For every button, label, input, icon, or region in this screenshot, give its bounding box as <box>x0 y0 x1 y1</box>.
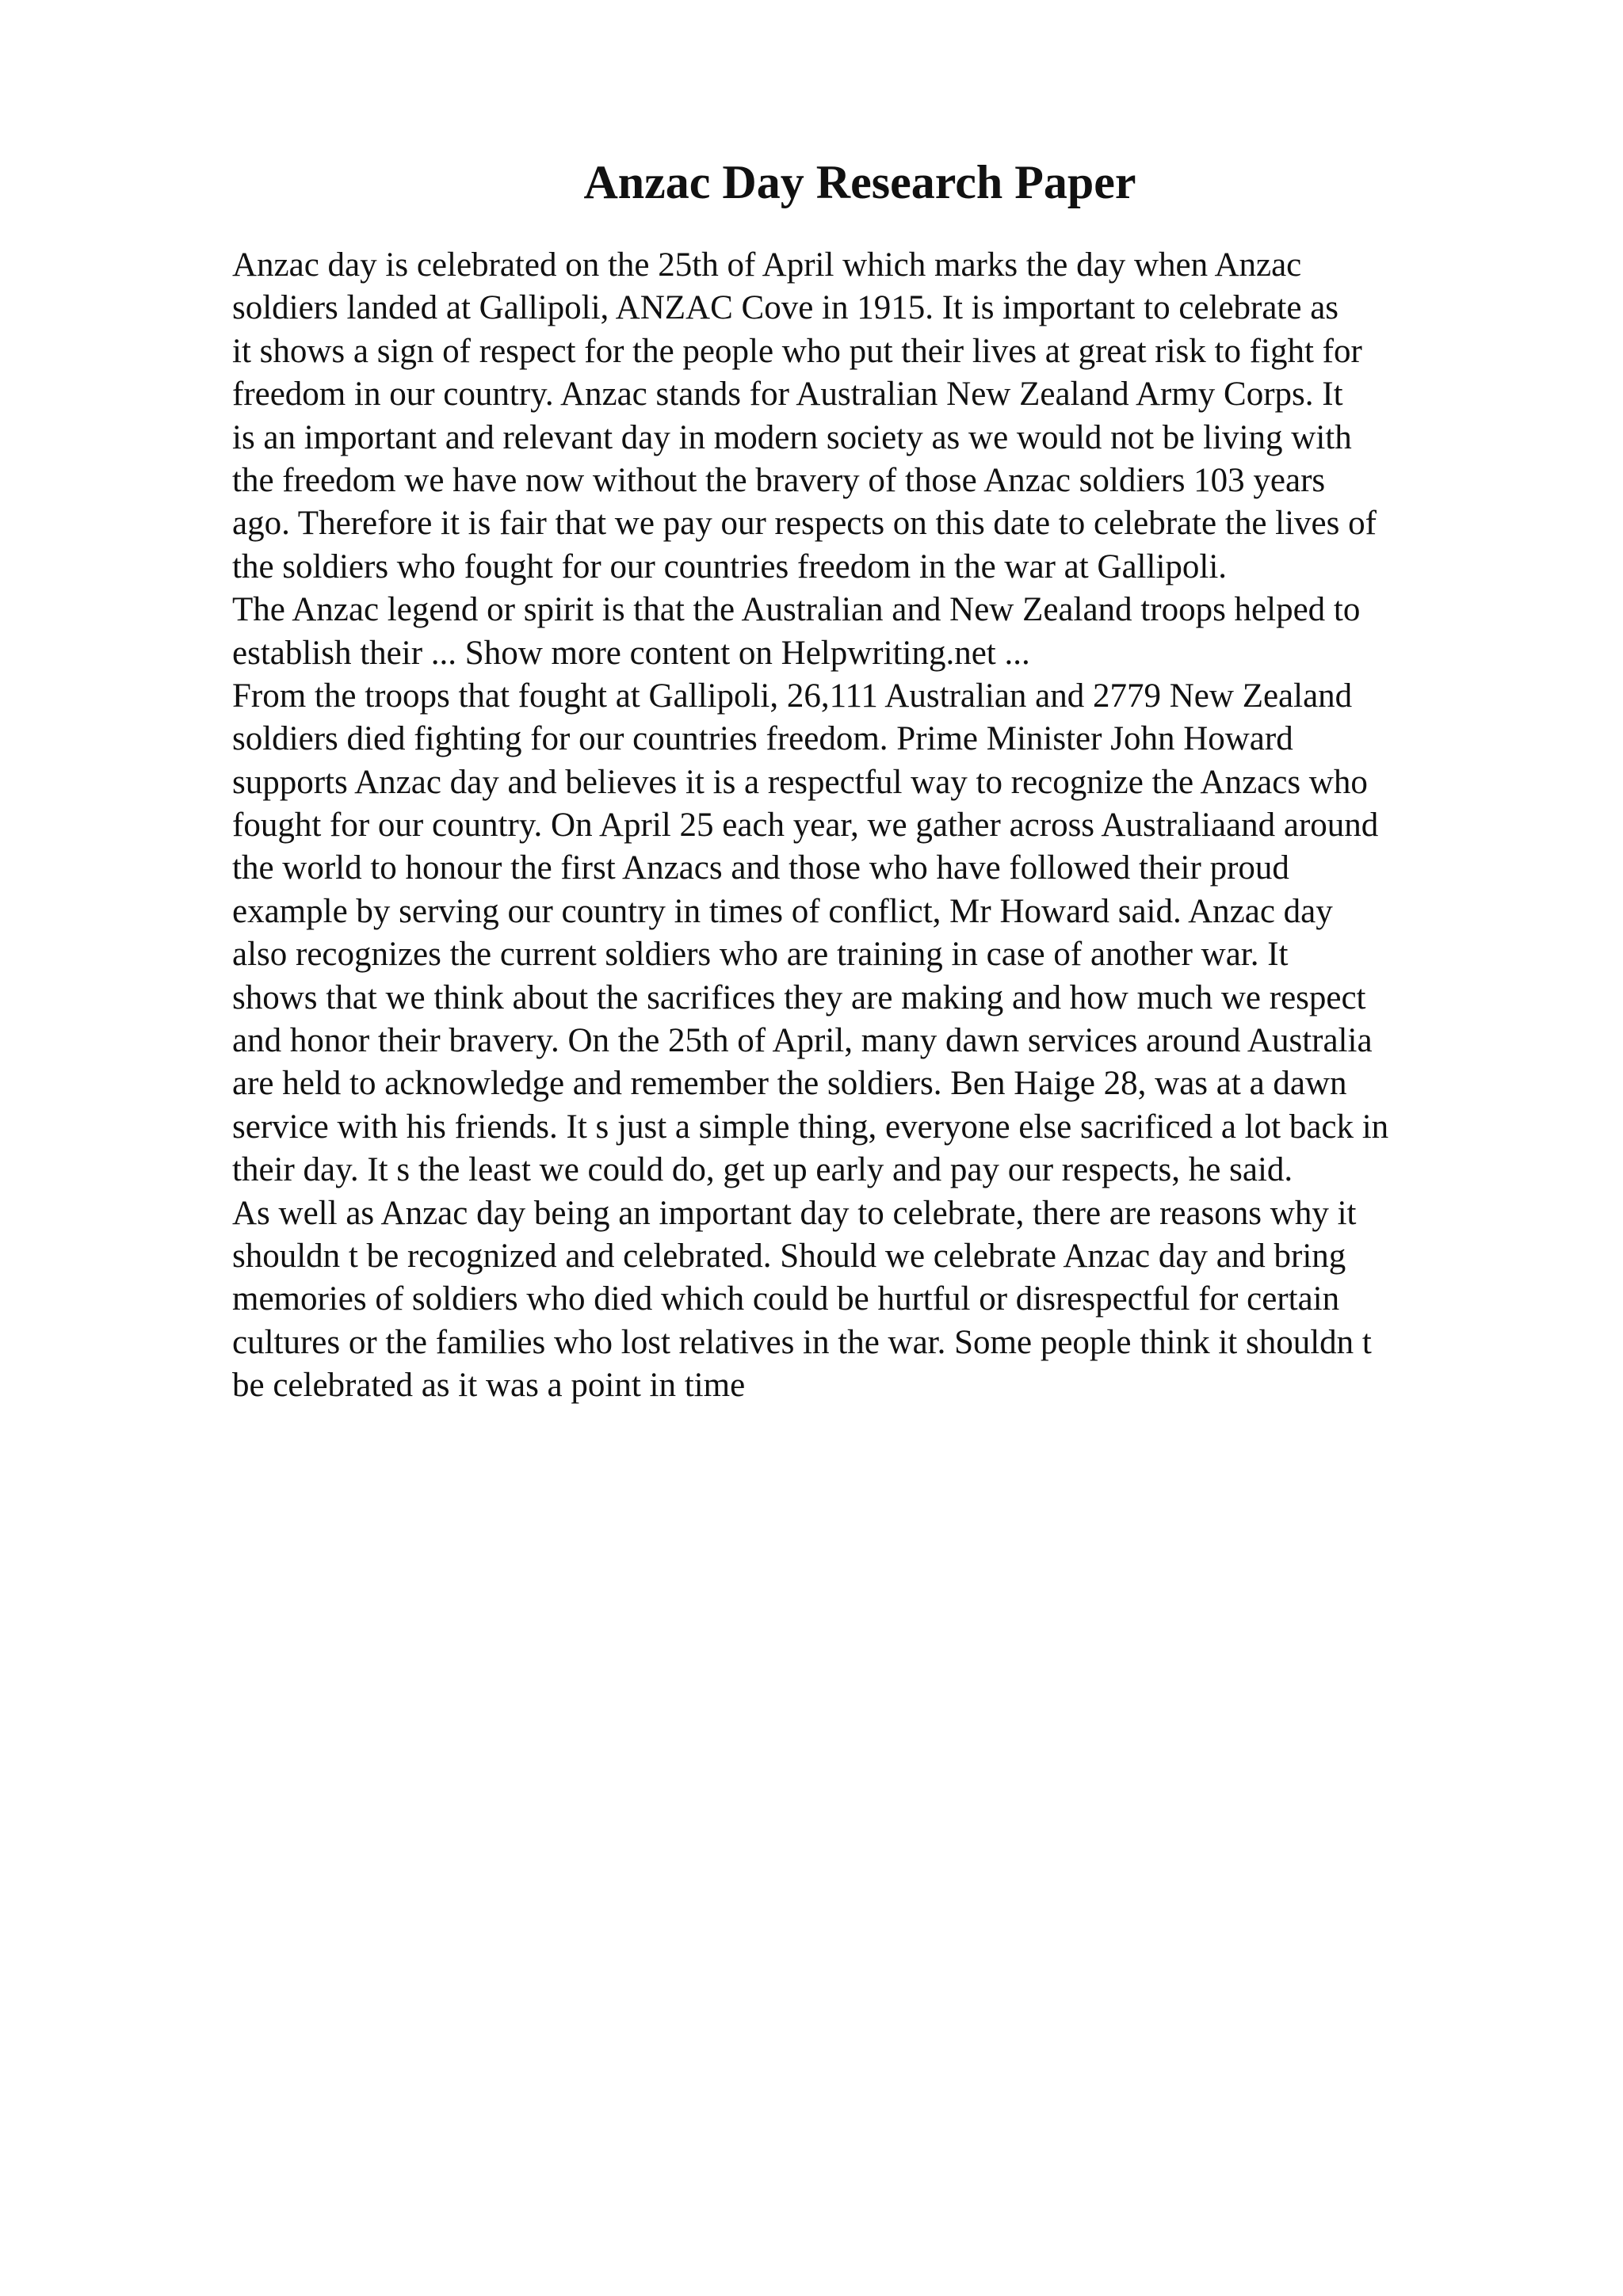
body-line: The Anzac legend or spirit is that the Australian and New Zealand troops helped to <box>232 591 1361 629</box>
body-line: ago. Therefore it is fair that we pay our respects on this date to celebrate the lives of <box>232 505 1377 543</box>
body-line: shouldn t be recognized and celebrated. Should we celebrate Anzac day and bring <box>232 1237 1346 1275</box>
body-line: service with his friends. It s just a simple thing, everyone else sacrificed a lot back in <box>232 1108 1389 1146</box>
body-line: fought for our country. On April 25 each year, we gather across Australiaand around <box>232 807 1379 845</box>
body-line: soldiers landed at Gallipoli, ANZAC Cove in 1915. It is important to celebrate as <box>232 289 1339 327</box>
body-line: supports Anzac day and believes it is a respectful way to recognize the Anzacs who <box>232 763 1368 801</box>
body-line: memories of soldiers who died which could be hurtful or disrespectful for certain <box>232 1280 1340 1318</box>
body-line: As well as Anzac day being an important day to celebrate, there are reasons why it <box>232 1194 1357 1232</box>
body-line: freedom in our country. Anzac stands for Australian New Zealand Army Corps. It <box>232 376 1343 414</box>
body-line: their day. It s the least we could do, get up early and pay our respects, he said. <box>232 1151 1293 1189</box>
body-line: also recognizes the current soldiers who are training in case of another war. It <box>232 936 1289 974</box>
body-line: and honor their bravery. On the 25th of April, many dawn services around Australia <box>232 1022 1373 1060</box>
body-line: shows that we think about the sacrifices they are making and how much we respect <box>232 978 1366 1016</box>
body-line: it shows a sign of respect for the people who put their lives at great risk to fight for <box>232 332 1362 370</box>
body-line: cultures or the families who lost relatives in the war. Some people think it shouldn t <box>232 1323 1372 1361</box>
body-line: soldiers died fighting for our countries freedom. Prime Minister John Howard <box>232 720 1293 758</box>
body-line: be celebrated as it was a point in time <box>232 1367 746 1405</box>
body-line: is an important and relevant day in modern society as we would not be living with <box>232 418 1352 456</box>
document-body <box>232 244 1516 1408</box>
body-line: establish their ... Show more content on Helpwriting.net ... <box>232 634 1030 672</box>
body-line: the freedom we have now without the bravery of those Anzac soldiers 103 years <box>232 461 1326 499</box>
body-line: Anzac day is celebrated on the 25th of April which marks the day when Anzac <box>232 246 1302 284</box>
body-line: From the troops that fought at Gallipoli, 26,111 Australian and 2779 New Zealand <box>232 677 1353 715</box>
body-line: the soldiers who fought for our countries freedom in the war at Gallipoli. <box>232 547 1228 585</box>
body-line: are held to acknowledge and remember the soldiers. Ben Haige 28, was at a dawn <box>232 1065 1347 1103</box>
body-line: example by serving our country in times of conflict, Mr Howard said. Anzac day <box>232 892 1333 930</box>
body-line: the world to honour the first Anzacs and those who have followed their proud <box>232 849 1289 887</box>
document-title: Anzac Day Research Paper <box>583 156 1136 208</box>
